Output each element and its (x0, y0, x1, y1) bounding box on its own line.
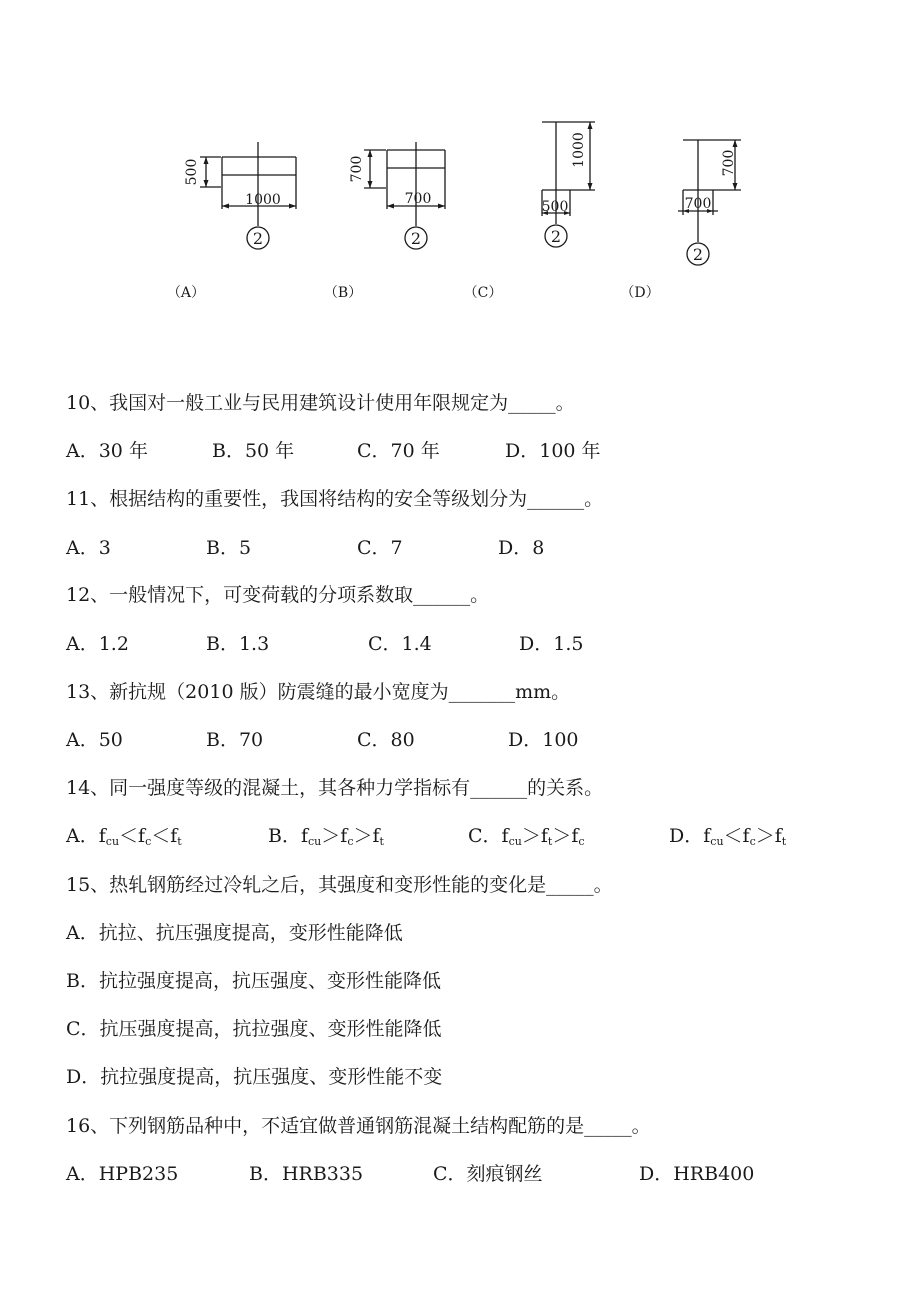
question-13: 13、新抗规（2010 版）防震缝的最小宽度为_______mm。 (66, 681, 571, 703)
q14-c-label: C． (468, 825, 502, 847)
question-15: 15、热轧钢筋经过冷轧之后，其强度和变形性能的变化是_____。 (66, 874, 613, 896)
q14-d-s1: cu (710, 835, 724, 848)
diagram-d-width: 700 (684, 196, 712, 212)
q14-a-f2: ＜f (119, 825, 146, 847)
q11-option-d[interactable]: D．8 (498, 537, 545, 559)
q14-a-label: A． (66, 825, 99, 847)
q12-option-d[interactable]: D．1.5 (519, 633, 584, 655)
diagram-b-height: 700 (349, 155, 365, 183)
q14-c-f2: ＞f (521, 825, 548, 847)
q14-a-s3: t (177, 835, 182, 848)
q12-option-c[interactable]: C．1.4 (368, 633, 432, 655)
q14-c-f3: ＞f (552, 825, 579, 847)
q16-option-b[interactable]: B．HRB335 (249, 1163, 364, 1185)
caption-c: （C） (463, 285, 503, 301)
diagram-d-axis: 2 (692, 245, 704, 264)
q12-option-b[interactable]: B．1.3 (206, 633, 270, 655)
q14-option-d[interactable] (669, 821, 786, 848)
q14-b-s2: c (347, 835, 354, 848)
caption-d: （D） (620, 285, 660, 301)
q10-option-a[interactable]: A．30 年 (66, 440, 148, 462)
diagram-a-axis: 2 (252, 229, 264, 248)
q15-option-a[interactable]: A．抗拉、抗压强度提高，变形性能降低 (66, 922, 403, 944)
q14-a-f1: f (98, 825, 106, 847)
q13-option-d[interactable]: D．100 (508, 729, 579, 751)
q14-c-f1: f (501, 825, 509, 847)
q14-b-s1: cu (308, 835, 322, 848)
q13-option-c[interactable]: C．80 (357, 729, 415, 751)
question-10: 10、我国对一般工业与民用建筑设计使用年限规定为_____。 (66, 392, 575, 414)
q14-d-s2: c (749, 835, 756, 848)
diagram-c-width: 500 (541, 199, 569, 215)
q14-b-f1: f (300, 825, 309, 847)
q12-option-a[interactable]: A．1.2 (66, 633, 129, 655)
q14-a-f3: ＜f (151, 825, 178, 847)
q15-option-d[interactable]: D．抗拉强度提高，抗压强度、变形性能不变 (66, 1066, 443, 1088)
diagram-a-width: 1000 (245, 192, 281, 208)
q14-option-a[interactable] (66, 821, 182, 848)
q11-option-c[interactable]: C．7 (357, 537, 403, 559)
q16-option-c[interactable]: C．刻痕钢丝 (433, 1163, 543, 1185)
diagram-d-height: 700 (721, 149, 737, 177)
question-16: 16、下列钢筋品种中，不适宜做普通钢筋混凝土结构配筋的是_____。 (66, 1115, 651, 1137)
q15-option-b[interactable]: B．抗拉强度提高，抗压强度、变形性能降低 (66, 970, 441, 992)
q14-b-f3: ＞f (353, 825, 380, 847)
q13-option-a[interactable]: A．50 (66, 729, 123, 751)
q14-b-label: B． (268, 825, 301, 847)
q14-d-f1: f (703, 825, 711, 847)
q10-option-c[interactable]: C．70 年 (357, 440, 440, 462)
q14-option-c[interactable] (468, 821, 585, 848)
diagram-b-width: 700 (404, 191, 432, 207)
q14-d-label: D． (669, 825, 704, 847)
figure-wall-options (0, 0, 920, 320)
q14-d-s3: t (781, 835, 787, 848)
diagram-b-axis: 2 (410, 229, 422, 248)
q10-option-b[interactable]: B．50 年 (212, 440, 295, 462)
q16-option-a[interactable]: A．HPB235 (66, 1163, 179, 1185)
question-12: 12、一般情况下，可变荷载的分项系数取______。 (66, 584, 490, 606)
q15-option-c[interactable]: C．抗压强度提高，抗拉强度、变形性能降低 (66, 1018, 442, 1040)
question-11: 11、根据结构的重要性，我国将结构的安全等级划分为______。 (66, 488, 604, 510)
diagram-c-height: 1000 (571, 132, 587, 168)
q16-option-d[interactable]: D．HRB400 (639, 1163, 755, 1185)
q14-d-f2: ＜f (723, 825, 750, 847)
q14-c-s1: cu (508, 835, 522, 848)
q13-option-b[interactable]: B．70 (206, 729, 264, 751)
q14-c-s3: c (578, 835, 585, 848)
q14-b-f2: ＞f (321, 825, 348, 847)
q14-a-s1: cu (105, 835, 120, 848)
q14-d-f3: ＞f (755, 825, 782, 847)
question-14: 14、同一强度等级的混凝土，其各种力学指标有______的关系。 (66, 777, 604, 799)
diagram-a-height: 500 (184, 158, 200, 186)
q14-option-b[interactable] (268, 821, 384, 848)
q11-option-b[interactable]: B．5 (206, 537, 252, 559)
diagram-c-axis: 2 (550, 227, 562, 246)
q11-option-a[interactable]: A．3 (66, 537, 111, 559)
q10-option-d[interactable]: D．100 年 (505, 440, 601, 462)
q14-a-s2: c (145, 835, 152, 848)
caption-b: （B） (323, 285, 363, 301)
caption-a: （A） (166, 285, 206, 301)
q14-b-s3: t (379, 835, 384, 848)
q14-c-s2: t (547, 835, 553, 848)
